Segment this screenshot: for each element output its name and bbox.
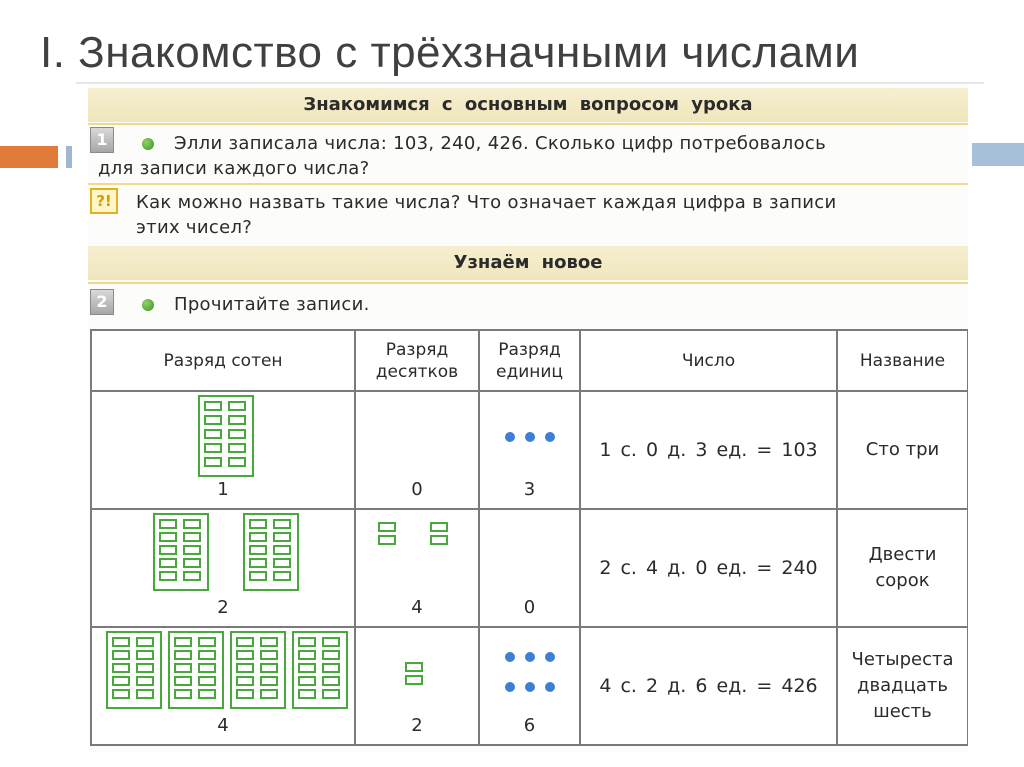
units-digit: 0: [523, 597, 536, 618]
name-cell: [837, 509, 968, 627]
hundred-block-icon: [106, 631, 162, 709]
table-row: [91, 509, 968, 627]
unit-dot-icon: [545, 652, 555, 662]
tens-cell: [355, 627, 479, 745]
hundred-block-icon: [243, 513, 299, 591]
header-units: Разряд единиц: [479, 330, 580, 391]
number-equation: 4 с. 2 д. 6 ед. = 426: [599, 675, 818, 697]
ten-bar-icon: [430, 535, 448, 545]
question-line-2: этих чисел?: [136, 217, 253, 238]
hundred-block-icon: [292, 631, 348, 709]
accent-bar-left-small: [66, 146, 72, 168]
question-line-1: Как можно назвать такие числа? Что означает каждая цифра в записи: [136, 192, 837, 213]
units-cell: [479, 627, 580, 745]
tens-cell: [355, 509, 479, 627]
task-number-badge: 1: [90, 127, 114, 153]
number-name: Сто три: [865, 439, 940, 460]
header-hundreds: Разряд сотен: [91, 330, 355, 391]
ten-bar-icon: [405, 675, 423, 685]
title-divider: [76, 82, 984, 84]
header-name: Название: [837, 330, 968, 391]
hundreds-digit: 1: [217, 479, 229, 500]
number-cell: [580, 509, 837, 627]
unit-dot-icon: [505, 652, 515, 662]
green-bullet-icon: [142, 299, 154, 311]
number-name: Четыреста двадцать шесть: [851, 649, 954, 722]
task-2-text: Прочитайте записи.: [174, 294, 370, 315]
hundred-block-icon: [198, 395, 254, 477]
ten-bar-icon: [378, 522, 396, 532]
unit-dot-icon: [505, 432, 515, 442]
hundred-block-icon: [168, 631, 224, 709]
hundreds-digit: 2: [217, 597, 229, 618]
table-header-row: [91, 330, 968, 391]
task-number-badge: 2: [90, 289, 114, 315]
unit-dot-icon: [525, 652, 535, 662]
number-equation: 2 с. 4 д. 0 ед. = 240: [599, 557, 818, 579]
header-tens: Разряд десятков: [355, 330, 479, 391]
tens-digit: 4: [411, 597, 423, 618]
hundred-block-icon: [153, 513, 209, 591]
tens-cell: [355, 391, 479, 509]
hundreds-digit: 4: [217, 715, 229, 736]
ten-bar-icon: [430, 522, 448, 532]
units-cell: [479, 391, 580, 509]
task-1-line-1: Элли записала числа: 103, 240, 426. Сколько цифр потребовалось: [174, 133, 827, 154]
tens-digit: 0: [411, 479, 423, 500]
divider-line: [88, 123, 968, 125]
table-row: [91, 391, 968, 509]
green-bullet-icon: [142, 138, 154, 150]
units-digit: 3: [523, 479, 536, 500]
accent-bar-left: [0, 146, 58, 168]
name-cell: [837, 391, 968, 509]
unit-dot-icon: [505, 682, 515, 692]
unit-dot-icon: [525, 682, 535, 692]
ten-bar-icon: [405, 662, 423, 672]
unit-dot-icon: [525, 432, 535, 442]
tens-digit: 2: [411, 715, 423, 736]
name-cell: [837, 627, 968, 745]
hundreds-cell: [91, 627, 355, 745]
accent-bar-right: [972, 143, 1024, 166]
place-value-table: [90, 329, 968, 746]
table-row: [91, 627, 968, 745]
unit-dot-icon: [545, 682, 555, 692]
slide-title: I. Знакомство с трёхзначными числами: [40, 28, 860, 77]
textbook-page: [88, 86, 968, 752]
divider-line: [88, 183, 968, 185]
units-digit: 6: [523, 715, 536, 736]
number-cell: [580, 627, 837, 745]
number-cell: [580, 391, 837, 509]
number-equation: 1 с. 0 д. 3 ед. = 103: [599, 439, 818, 461]
hundred-block-icon: [230, 631, 286, 709]
section-heading-main-question: Знакомимся с основным вопросом урока: [88, 88, 968, 122]
ten-bar-icon: [378, 535, 396, 545]
unit-dot-icon: [545, 432, 555, 442]
divider-line: [88, 282, 968, 284]
hundreds-cell: [91, 391, 355, 509]
header-number: Число: [580, 330, 837, 391]
number-name: Двести сорок: [868, 544, 937, 591]
section-heading-learn-new: Узнаём новое: [88, 246, 968, 280]
hundreds-cell: [91, 509, 355, 627]
task-1-line-2: для записи каждого числа?: [98, 158, 370, 179]
units-cell: [479, 509, 580, 627]
question-badge: ?!: [90, 188, 118, 214]
